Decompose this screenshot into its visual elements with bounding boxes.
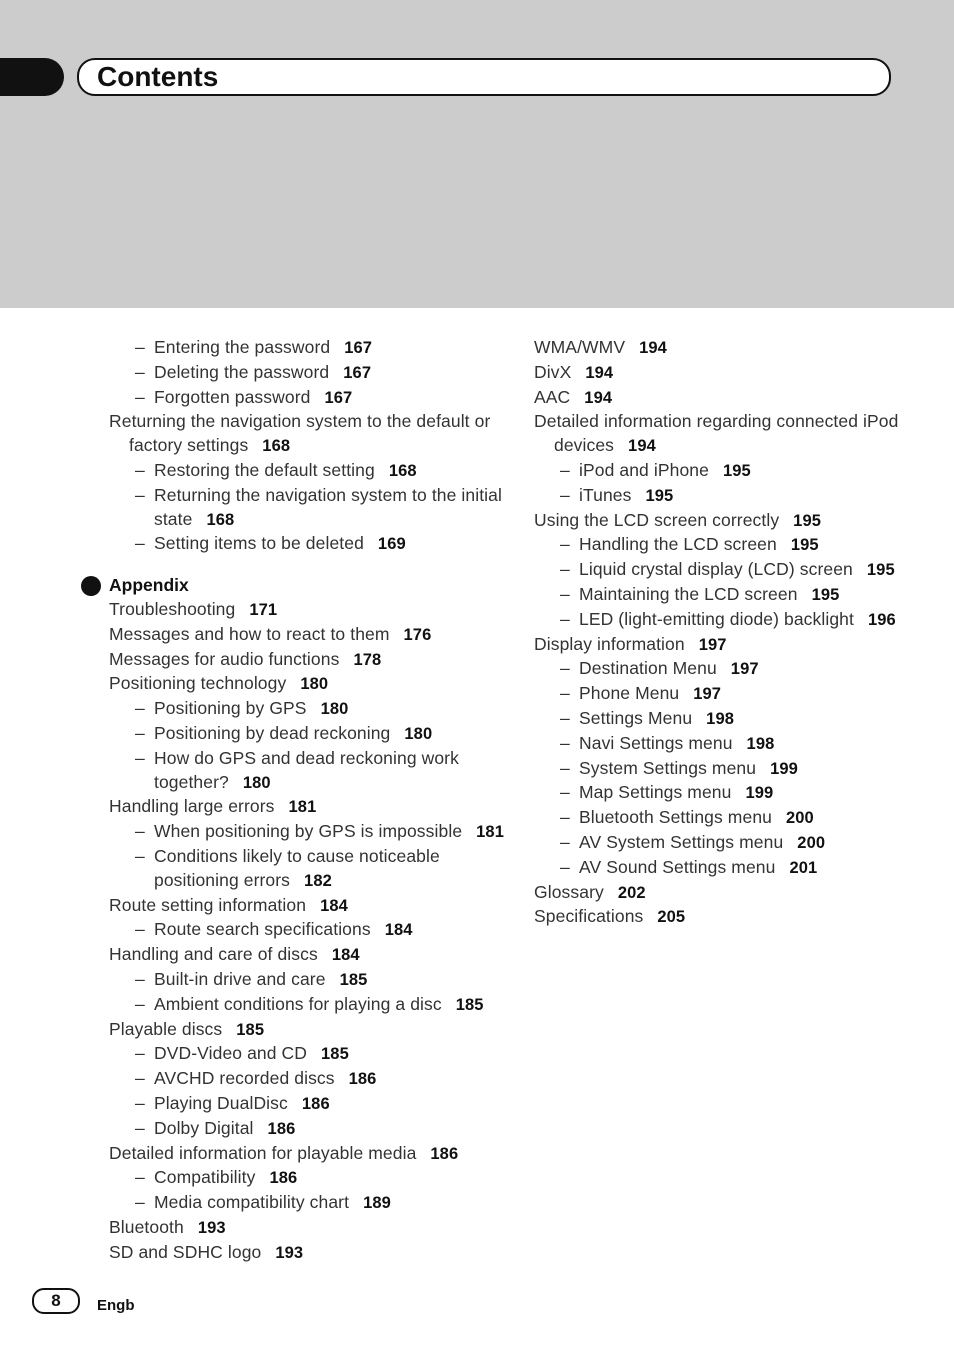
toc-entry[interactable] <box>109 410 509 459</box>
toc-entry-title: Using the LCD screen correctly <box>534 509 780 530</box>
toc-entry-page: 186 <box>301 1094 330 1113</box>
dash-bullet: – <box>135 533 145 554</box>
toc-entry-title: iPod and iPhone <box>579 459 709 480</box>
toc-entry[interactable] <box>109 386 509 411</box>
toc-entry[interactable] <box>109 1166 509 1191</box>
toc-entry-title: Maintaining the LCD screen <box>579 583 798 604</box>
toc-entry-page: 202 <box>617 883 646 902</box>
toc-entry[interactable] <box>109 722 509 747</box>
toc-entry-title: Positioning by dead reckoning <box>154 722 391 743</box>
dash-bullet: – <box>135 459 145 480</box>
toc-entry-title: Returning the navigation system to the default or factory settings <box>109 411 491 456</box>
toc-entry[interactable] <box>109 623 509 648</box>
dash-bullet: – <box>135 1167 145 1188</box>
toc-entry[interactable] <box>534 633 934 658</box>
section-bullet-icon <box>81 576 101 596</box>
toc-entry-page: 197 <box>693 685 722 704</box>
toc-entry-page: 199 <box>770 759 798 778</box>
toc-left-column <box>109 336 509 1265</box>
dash-bullet: – <box>560 757 570 778</box>
toc-entry-title: Troubleshooting <box>109 598 236 619</box>
toc-entry-page: 181 <box>476 823 504 842</box>
toc-entry-title: Navi Settings menu <box>579 732 733 753</box>
toc-entry-page: 180 <box>242 773 271 792</box>
toc-entry-page: 193 <box>197 1218 226 1237</box>
toc-entry[interactable] <box>534 732 934 757</box>
toc-right-column <box>534 336 934 930</box>
page-number: 8 <box>32 1288 80 1314</box>
toc-entry[interactable] <box>109 943 509 968</box>
toc-entry-title: Positioning by GPS <box>154 698 307 719</box>
toc-entry-page: 197 <box>698 635 727 654</box>
dash-bullet: – <box>135 386 145 407</box>
toc-entry[interactable] <box>534 781 934 806</box>
toc-entry-page: 169 <box>377 535 406 554</box>
toc-entry-page: 167 <box>324 388 353 407</box>
toc-entry[interactable] <box>534 459 934 484</box>
toc-entry[interactable] <box>534 831 934 856</box>
toc-entry-page: 195 <box>722 461 751 480</box>
toc-entry[interactable] <box>109 993 509 1018</box>
dash-bullet: – <box>135 845 145 866</box>
toc-entry-title: Detailed information regarding connected iPod devices <box>534 411 899 456</box>
toc-entry-page: 186 <box>267 1119 296 1138</box>
dash-bullet: – <box>135 747 145 768</box>
toc-entry-title: Deleting the password <box>154 361 330 382</box>
toc-entry-title: Media compatibility chart <box>154 1192 350 1213</box>
dash-bullet: – <box>135 361 145 382</box>
toc-entry[interactable] <box>109 1216 509 1241</box>
toc-entry-title: Handling large errors <box>109 796 275 817</box>
toc-entry-page: 186 <box>269 1169 298 1188</box>
toc-entry-page: 196 <box>867 610 896 629</box>
toc-entry[interactable] <box>109 918 509 943</box>
toc-entry[interactable] <box>109 336 509 361</box>
toc-entry-page: 194 <box>639 339 667 357</box>
toc-entry-title: Display information <box>534 633 685 654</box>
toc-entry-title: Destination Menu <box>579 658 717 679</box>
toc-entry[interactable] <box>109 1117 509 1142</box>
toc-entry[interactable] <box>109 672 509 697</box>
toc-entry-page: 199 <box>745 784 774 803</box>
toc-entry-page: 168 <box>388 461 417 480</box>
toc-entry-page: 167 <box>343 363 372 382</box>
toc-entry-page: 195 <box>790 536 819 555</box>
toc-entry-title: iTunes <box>579 484 632 505</box>
toc-entry[interactable] <box>534 905 934 930</box>
toc-entry[interactable] <box>534 361 934 386</box>
dash-bullet: – <box>135 698 145 719</box>
toc-entry[interactable] <box>534 484 934 509</box>
toc-entry[interactable] <box>109 1142 509 1167</box>
dash-bullet: – <box>560 608 570 629</box>
dash-bullet: – <box>560 707 570 728</box>
toc-entry-page: 168 <box>206 510 235 529</box>
toc-entry-page: 178 <box>353 650 382 669</box>
toc-entry[interactable] <box>109 894 509 919</box>
toc-entry[interactable] <box>109 648 509 673</box>
toc-entry-page: 184 <box>384 921 413 940</box>
toc-entry-page: 185 <box>321 1045 349 1064</box>
toc-section-heading <box>109 574 509 598</box>
toc-entry-title: AV System Settings menu <box>579 831 784 852</box>
dash-bullet: – <box>135 337 145 357</box>
toc-entry[interactable] <box>534 583 934 608</box>
toc-entry-page: 194 <box>585 363 614 382</box>
toc-entry[interactable] <box>109 845 509 894</box>
toc-entry-title: AVCHD recorded discs <box>154 1068 335 1089</box>
dash-bullet: – <box>560 856 570 877</box>
toc-entry-title: Bluetooth <box>109 1216 184 1237</box>
toc-entry-title: Built-in drive and care <box>154 968 326 989</box>
dash-bullet: – <box>560 484 570 505</box>
toc-entry-title: When positioning by GPS is impossible <box>154 821 463 842</box>
toc-entry-page: 168 <box>262 437 291 456</box>
toc-entry[interactable] <box>109 459 509 484</box>
toc-entry-title: Handling and care of discs <box>109 944 318 965</box>
toc-entry-title: Conditions likely to cause noticeable positioning errors <box>154 845 440 890</box>
toc-entry-title: Messages and how to react to them <box>109 623 390 644</box>
toc-entry[interactable] <box>534 608 934 633</box>
toc-entry-page: 195 <box>793 511 822 530</box>
toc-entry[interactable] <box>109 795 509 820</box>
toc-entry[interactable] <box>109 598 509 623</box>
toc-entry-page: 185 <box>455 995 484 1014</box>
toc-entry-page: 180 <box>320 700 349 719</box>
toc-entry-title: Settings Menu <box>579 707 693 728</box>
toc-entry-title: DivX <box>534 361 572 382</box>
toc-entry[interactable] <box>534 682 934 707</box>
toc-entry-page: 205 <box>657 908 686 927</box>
toc-entry[interactable] <box>534 806 934 831</box>
header-band <box>0 0 954 308</box>
toc-entry-page: 182 <box>304 871 332 890</box>
toc-entry[interactable] <box>534 757 934 782</box>
toc-entry[interactable] <box>109 532 509 557</box>
toc-entry-page: 185 <box>339 970 368 989</box>
dash-bullet: – <box>135 1092 145 1113</box>
section-tab <box>0 58 64 96</box>
section-title: Appendix <box>109 575 189 596</box>
toc-entry-page: 186 <box>430 1144 459 1163</box>
toc-entry-title: Forgotten password <box>154 386 311 407</box>
toc-entry-title: Restoring the default setting <box>154 459 375 480</box>
toc-entry[interactable] <box>534 558 934 583</box>
dash-bullet: – <box>560 534 570 555</box>
toc-entry-title: Playing DualDisc <box>154 1092 288 1113</box>
toc-entry-title: Specifications <box>534 906 644 927</box>
toc-entry-page: 195 <box>645 486 674 505</box>
toc-entry-title: Dolby Digital <box>154 1117 254 1138</box>
toc-entry-title: WMA/WMV <box>534 337 626 357</box>
toc-entry[interactable] <box>109 1042 509 1067</box>
language-code: Engb <box>97 1297 135 1314</box>
toc-entry-title: Compatibility <box>154 1167 256 1188</box>
dash-bullet: – <box>560 683 570 704</box>
toc-entry-title: LED (light-emitting diode) backlight <box>579 608 854 629</box>
dash-bullet: – <box>135 1068 145 1089</box>
toc-entry-page: 194 <box>628 437 656 456</box>
toc-entry-page: 184 <box>331 946 360 965</box>
toc-entry[interactable] <box>534 336 934 361</box>
toc-entry-page: 194 <box>584 388 613 407</box>
toc-entry[interactable] <box>534 410 934 459</box>
toc-entry[interactable] <box>534 657 934 682</box>
toc-entry-page: 180 <box>300 675 329 694</box>
toc-entry[interactable] <box>534 856 934 881</box>
toc-entry-title: AV Sound Settings menu <box>579 856 776 877</box>
toc-entry-page: 200 <box>797 833 826 852</box>
toc-entry-title: Bluetooth Settings menu <box>579 807 772 828</box>
toc-entry-title: Returning the navigation system to the initial state <box>154 484 502 529</box>
toc-entry-page: 195 <box>811 585 840 604</box>
toc-entry[interactable] <box>534 386 934 411</box>
dash-bullet: – <box>135 484 145 505</box>
toc-entry-page: 195 <box>866 561 895 580</box>
title-frame <box>77 58 891 96</box>
toc-entry-page: 176 <box>403 625 432 644</box>
toc-entry-title: Playable discs <box>109 1018 223 1039</box>
toc-entry-title: Detailed information for playable media <box>109 1142 417 1163</box>
dash-bullet: – <box>135 1192 145 1213</box>
toc-entry-page: 171 <box>249 600 278 619</box>
toc-entry[interactable] <box>109 968 509 993</box>
dash-bullet: – <box>560 732 570 753</box>
toc-entry-title: SD and SDHC logo <box>109 1241 262 1262</box>
dash-bullet: – <box>135 821 145 842</box>
toc-entry-title: Liquid crystal display (LCD) screen <box>579 559 853 580</box>
dash-bullet: – <box>560 459 570 480</box>
toc-entry[interactable] <box>534 533 934 558</box>
toc-entry-title: Setting items to be deleted <box>154 533 364 554</box>
toc-entry[interactable] <box>109 1241 509 1266</box>
toc-entry-title: Handling the LCD screen <box>579 534 777 555</box>
toc-entry-title: How do GPS and dead reckoning work together? <box>154 747 459 792</box>
toc-entry-title: DVD-Video and CD <box>154 1043 308 1064</box>
toc-entry[interactable] <box>534 881 934 906</box>
toc-entry-page: 200 <box>785 809 814 828</box>
toc-entry-title: Positioning technology <box>109 673 287 694</box>
dash-bullet: – <box>560 782 570 803</box>
toc-entry[interactable] <box>109 1191 509 1216</box>
toc-entry-page: 197 <box>730 660 759 679</box>
dash-bullet: – <box>135 1117 145 1138</box>
toc-entry-page: 201 <box>789 858 818 877</box>
toc-entry-page: 184 <box>320 896 348 915</box>
dash-bullet: – <box>135 722 145 743</box>
toc-entry-page: 193 <box>275 1243 304 1262</box>
toc-entry[interactable] <box>109 1067 509 1092</box>
dash-bullet: – <box>135 968 145 989</box>
toc-entry-page: 167 <box>344 339 373 357</box>
dash-bullet: – <box>560 583 570 604</box>
toc-entry-title: Route setting information <box>109 894 307 915</box>
toc-entry[interactable] <box>109 820 509 845</box>
toc-entry-title: Glossary <box>534 881 604 902</box>
dash-bullet: – <box>560 807 570 828</box>
toc-entry[interactable] <box>109 1018 509 1043</box>
toc-entry-page: 189 <box>363 1194 391 1213</box>
toc-entry-page: 198 <box>706 709 735 728</box>
toc-entry-title: Map Settings menu <box>579 782 732 803</box>
toc-entry-title: Entering the password <box>154 337 331 357</box>
toc-entry-title: Ambient conditions for playing a disc <box>154 993 442 1014</box>
dash-bullet: – <box>135 919 145 940</box>
toc-entry-page: 180 <box>404 724 433 743</box>
toc-entry-title: Phone Menu <box>579 683 680 704</box>
toc-entry[interactable] <box>109 1092 509 1117</box>
toc-entry-page: 181 <box>288 798 317 817</box>
toc-entry-page: 198 <box>746 734 775 753</box>
toc-entry[interactable] <box>534 707 934 732</box>
toc-entry[interactable] <box>109 697 509 722</box>
toc-entry[interactable] <box>109 747 509 796</box>
toc-entry-title: Messages for audio functions <box>109 648 340 669</box>
dash-bullet: – <box>560 658 570 679</box>
dash-bullet: – <box>135 1043 145 1064</box>
toc-entry[interactable] <box>109 484 509 533</box>
page-title: Contents <box>97 61 219 92</box>
toc-entry-page: 185 <box>236 1020 265 1039</box>
dash-bullet: – <box>560 559 570 580</box>
toc-entry[interactable] <box>534 509 934 534</box>
toc-entry-title: Route search specifications <box>154 919 371 940</box>
toc-entry-page: 186 <box>348 1070 377 1089</box>
dash-bullet: – <box>135 993 145 1014</box>
toc-entry-title: AAC <box>534 386 571 407</box>
toc-entry-title: System Settings menu <box>579 757 757 778</box>
toc-entry[interactable] <box>109 361 509 386</box>
dash-bullet: – <box>560 831 570 852</box>
